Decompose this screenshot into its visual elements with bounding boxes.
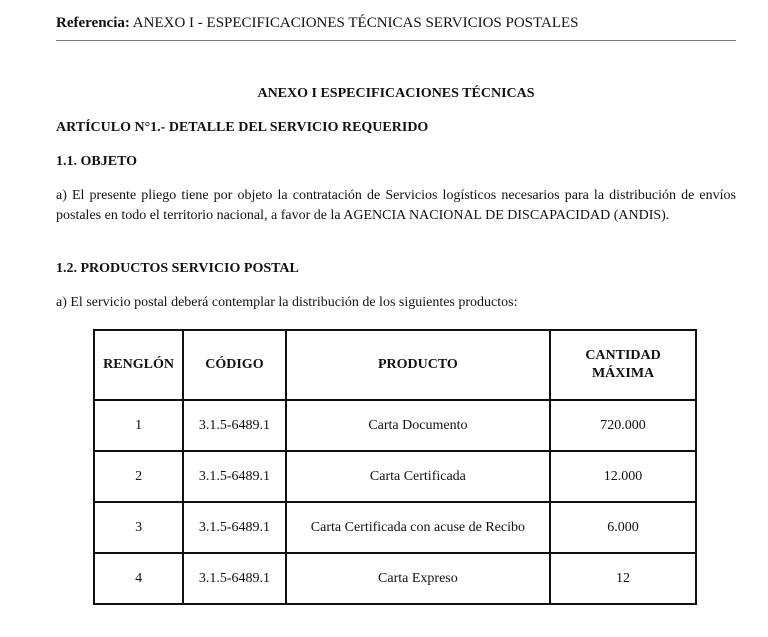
cell-codigo: 3.1.5-6489.1	[183, 502, 286, 553]
cell-cantidad: 6.000	[550, 502, 696, 553]
cell-codigo: 3.1.5-6489.1	[183, 553, 286, 604]
cell-codigo: 3.1.5-6489.1	[183, 400, 286, 451]
header-codigo: CÓDIGO	[183, 330, 286, 400]
paragraph-productos: a) El servicio postal deberá contemplar la distribución de los siguientes productos:	[56, 295, 518, 310]
page-header	[56, 13, 736, 33]
cell-renglon: 2	[94, 451, 183, 502]
products-table	[93, 329, 697, 605]
section-heading-objeto: 1.1. OBJETO	[56, 154, 138, 169]
table-row	[94, 400, 696, 451]
cell-cantidad: 12.000	[550, 451, 696, 502]
table-row	[94, 451, 696, 502]
cell-cantidad: 12	[550, 553, 696, 604]
header-reference-text: ANEXO I - ESPECIFICACIONES TÉCNICAS SERVICIOS POSTALES	[132, 15, 579, 31]
table-row	[94, 553, 696, 604]
cell-producto: Carta Certificada con acuse de Recibo	[286, 502, 550, 553]
paragraph-objeto: a) El presente pliego tiene por objeto la contratación de Servicios logísticos necesarios para la distribución de envíos postales en todo el territorio nacional, a favor de la AGENCIA NACIONAL DE DISCAPACIDAD (ANDIS).	[56, 188, 736, 223]
header-cantidad-line1: CANTIDAD	[585, 348, 661, 363]
section-heading-productos: 1.2. PRODUCTOS SERVICIO POSTAL	[56, 261, 299, 276]
header-cantidad-maxima	[550, 330, 696, 400]
cell-producto: Carta Certificada	[286, 451, 550, 502]
header-renglon: RENGLÓN	[94, 330, 183, 400]
header-producto: PRODUCTO	[286, 330, 550, 400]
cell-renglon: 1	[94, 400, 183, 451]
cell-codigo: 3.1.5-6489.1	[183, 451, 286, 502]
table-row	[94, 502, 696, 553]
cell-cantidad: 720.000	[550, 400, 696, 451]
document-title: ANEXO I ESPECIFICACIONES TÉCNICAS	[257, 86, 535, 101]
cell-producto: Carta Expreso	[286, 553, 550, 604]
header-label: Referencia:	[56, 15, 130, 31]
header-divider	[56, 40, 736, 41]
table-header-row	[94, 330, 696, 400]
cell-renglon: 4	[94, 553, 183, 604]
article-heading: ARTÍCULO N°1.- DETALLE DEL SERVICIO REQUERIDO	[56, 120, 429, 135]
header-cantidad-line2: MÁXIMA	[591, 366, 655, 381]
cell-renglon: 3	[94, 502, 183, 553]
cell-producto: Carta Documento	[286, 400, 550, 451]
